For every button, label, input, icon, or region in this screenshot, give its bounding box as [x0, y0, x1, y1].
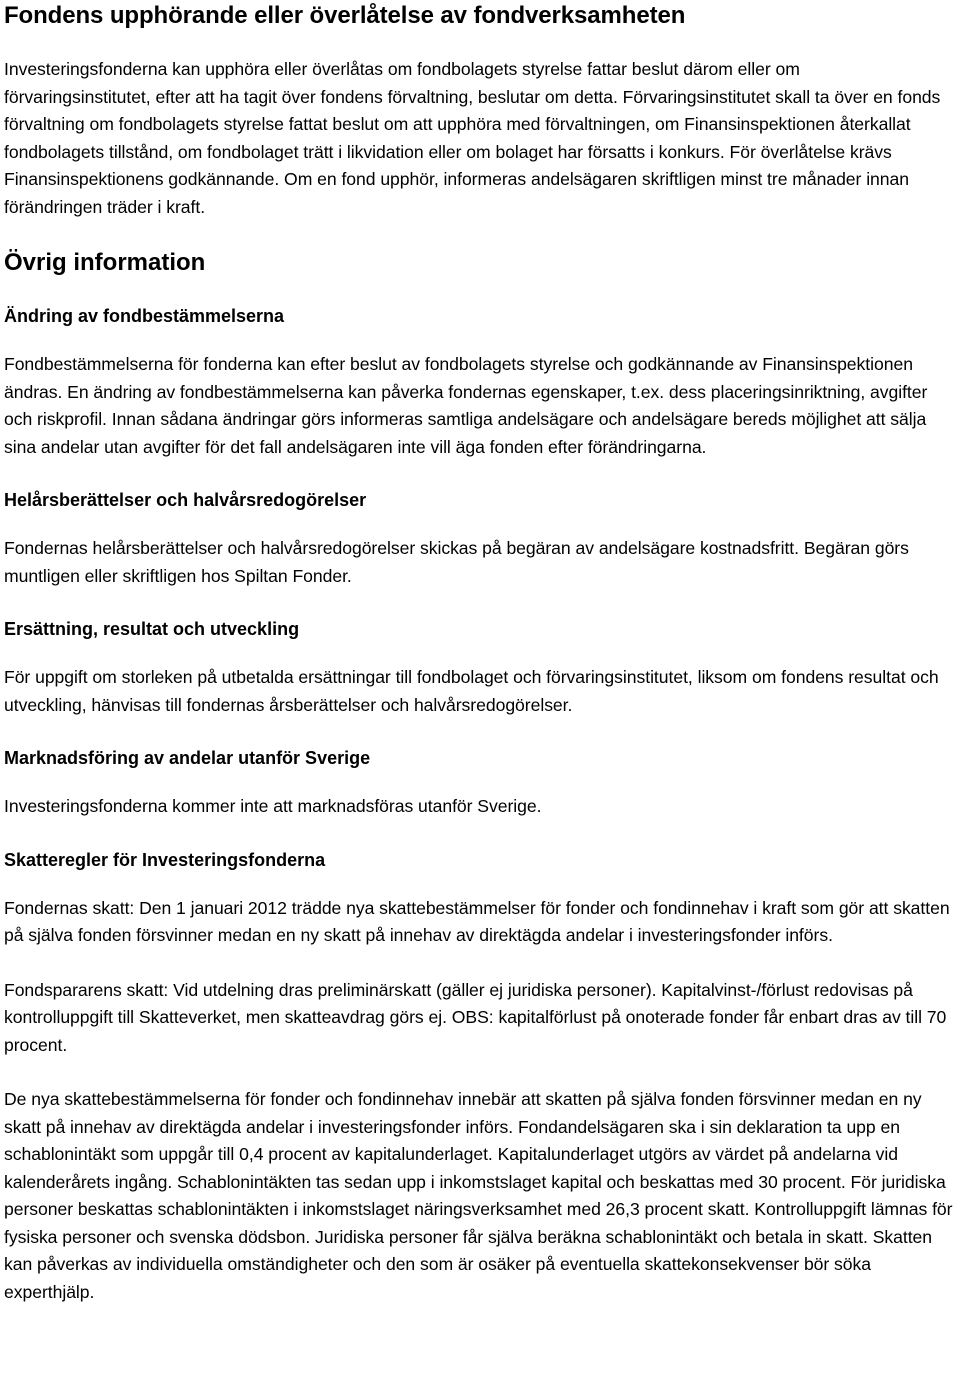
section-title-fund-termination: Fondens upphörande eller överlåtelse av fondverksamheten — [4, 2, 686, 29]
subheading-annual-reports: Helårsberättelser och halvårsredogörelser — [4, 490, 367, 510]
paragraph-marketing: Investeringsfonderna kommer inte att marknadsföras utanför Sverige. — [4, 796, 542, 816]
subheading-fund-rules-change: Ändring av fondbestämmelserna — [4, 306, 285, 326]
paragraph-new-tax-rules: De nya skattebestämmelserna för fonder och fondinnehav innebär att skatten på själva fonden försvinner medan en ny skatt på innehav av direktägda andelar i investeringsfonder införs. Fondandelsägaren ska i sin deklaration ta upp en schablonintäkt som uppgår till 0,4 procent av kapitalunderlaget. Kapitalunderlaget utgörs av värdet på andelarna vid kalenderårets ingång. Schablonintäkten tas sedan upp i inkomstslaget kapital och beskattas med 30 procent. För juridiska personer beskattas schablonintäkten i inkomstslaget näringsverksamhet med 26,3 procent skatt. Kontrolluppgift lämnas för fysiska personer och svenska dödsbon. Juridiska personer får själva beräkna schablonintäkt och betala in skatt. Skatten kan påverkas av individuella omständigheter och den som är osäker på eventuella skattekonsekvenser bör söka experthjälp. — [4, 1089, 953, 1302]
paragraph-fund-rules-change: Fondbestämmelserna för fonderna kan efter beslut av fondbolagets styrelse och godkännande av Finansinspektionen ändras. En ändring av fondbestämmelserna kan påverka fondernas egenskaper, t.ex. dess placeringsinriktning, avgifter och riskprofil. Innan sådana ändringar görs informeras samtliga andelsägare och andelsägare bereds möjlighet att sälja sina andelar utan avgifter för det fall andelsägaren inte vill äga fonden efter förändringarna. — [4, 354, 928, 457]
subheading-compensation: Ersättning, resultat och utveckling — [4, 619, 300, 639]
paragraph-fund-termination: Investeringsfonderna kan upphöra eller överlåtas om fondbolagets styrelse fattar beslut därom eller om förvaringsinstitutet, efter att ha tagit över fondens förvaltning, beslutar om detta. Förvaringsinstitutet skall ta över en fonds förvaltning om fondbolagets styrelse fattat beslut om att upphöra med förvaltningen, om Finansinspektionen återkallat fondbolagets tillstånd, om fondbolaget trätt i likvidation eller om bolaget har försatts i konkurs. För överlåtelse krävs Finansinspektionens godkännande. Om en fond upphör, informeras andelsägaren skriftligen minst tre månader innan förändringen träder i kraft. — [4, 59, 941, 217]
paragraph-saver-tax: Fondspararens skatt: Vid utdelning dras preliminärskatt (gäller ej juridiska personer). Kapitalvinst-/förlust redovisas på kontrolluppgift till Skatteverket, men skatteavdrag görs ej. OBS: kapitalförlust på onoterade fonder får enbart dras av till 70 procent. — [4, 979, 947, 1055]
paragraph-annual-reports: Fondernas helårsberättelser och halvårsredogörelser skickas på begäran av andelsägare kostnadsfritt. Begäran görs muntligen eller skriftligen hos Spiltan Fonder. — [4, 538, 909, 586]
section-title-other-information: Övrig information — [4, 249, 206, 276]
paragraph-fund-tax: Fondernas skatt: Den 1 januari 2012 trädde nya skattebestämmelser för fonder och fondinnehav i kraft som gör att skatten på själva fonden försvinner medan en ny skatt på innehav av direktägda andelar i investeringsfonder införs. — [4, 897, 950, 945]
subheading-marketing: Marknadsföring av andelar utanför Sverige — [4, 748, 371, 768]
subheading-tax-rules: Skatteregler för Investeringsfonderna — [4, 849, 326, 870]
paragraph-compensation: För uppgift om storleken på utbetalda ersättningar till fondbolaget och förvaringsinstitutet, liksom om fondens resultat och utveckling, hänvisas till fondernas årsberättelser och halvårsredogörelser. — [4, 667, 939, 715]
